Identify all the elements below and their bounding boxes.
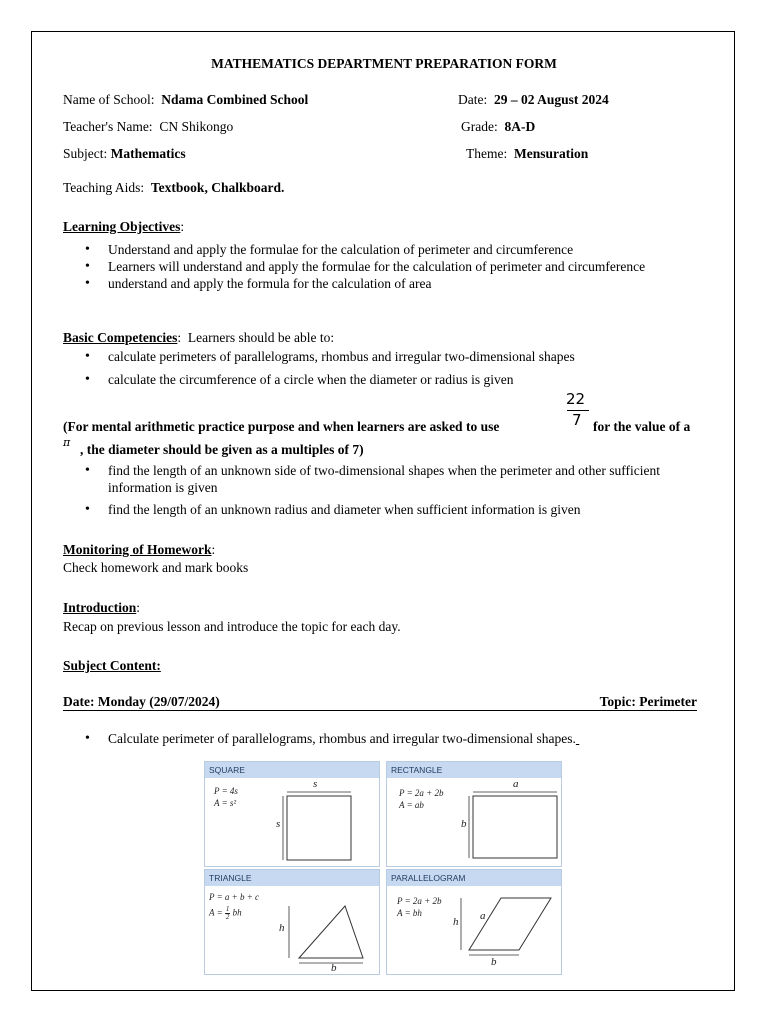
teacher-label: Teacher's Name:: [63, 119, 153, 134]
parallelogram-panel: [386, 869, 562, 975]
aids-value: Textbook, Chalkboard.: [150, 180, 285, 195]
rectangle-formula-perimeter: P = 2a + 2b: [399, 788, 444, 798]
list-item: • Learners will understand and apply the formulae for the calculation of perimeter and circumference: [63, 258, 663, 275]
date-row: [458, 92, 609, 108]
subject-label: Subject:: [63, 146, 108, 161]
introduction-text: Recap on previous lesson and introduce the topic for each day.: [63, 619, 401, 634]
homework-text: Check homework and mark books: [63, 560, 249, 575]
parallelogram-h-label: h: [453, 916, 459, 928]
list-item: • calculate perimeters of parallelograms, rhombus and irregular two-dimensional shapes: [63, 348, 703, 365]
pi-symbol: π: [63, 436, 71, 449]
list-item: • Understand and apply the formulae for the calculation of perimeter and circumference: [63, 241, 663, 258]
parallelogram-formula-area: A = bh: [397, 908, 422, 918]
square-top-label: s: [313, 778, 318, 790]
date-value: 29 – 02 August 2024: [494, 92, 609, 107]
fraction-numerator: 22: [566, 390, 586, 408]
rectangle-b-label: b: [461, 818, 467, 830]
triangle-b-label: b: [331, 962, 337, 974]
rectangle-a-label: a: [513, 778, 519, 790]
rectangle-panel: [386, 761, 562, 867]
theme-value: Mensuration: [513, 146, 589, 161]
square-formula-perimeter: P = 4s: [214, 786, 238, 796]
theme-label: Theme:: [466, 146, 508, 161]
content-topic: Topic: Perimeter: [599, 694, 697, 709]
objectives-heading-row: Learning Objectives:: [63, 219, 185, 234]
teacher-value: CN Shikongo: [159, 119, 234, 134]
school-value: Ndama Combined School: [161, 92, 309, 107]
homework-heading-row: Monitoring of Homework:: [63, 542, 216, 557]
shape-formulas-figure: [204, 761, 560, 975]
content-list: [63, 730, 703, 747]
square-formula-area: A = s²: [214, 798, 237, 808]
subject-value: Mathematics: [110, 146, 186, 161]
school-row: [63, 92, 308, 108]
competencies-heading-row: Basic Competencies: Learners should be able to:: [63, 330, 335, 345]
parallelogram-formula-perimeter: P = 2a + 2b: [397, 896, 442, 906]
rectangle-title: RECTANGLE: [387, 762, 561, 778]
square-diagram: [205, 762, 379, 866]
rectangle-formula-area: A = ab: [399, 800, 424, 810]
date-topic-line: [63, 694, 697, 711]
triangle-diagram: [205, 870, 379, 974]
school-label: Name of School:: [63, 92, 155, 107]
parallelogram-b-label: b: [491, 956, 497, 968]
triangle-formula-perimeter: P = a + b + c: [209, 892, 260, 902]
aids-row: [63, 180, 284, 196]
list-item: • find the length of an unknown radius and diameter when sufficient information is given: [63, 501, 683, 518]
fraction-denominator: 7: [572, 411, 582, 429]
square-title: SQUARE: [205, 762, 379, 778]
competencies-intro: Learners should be able to:: [187, 330, 335, 345]
parallelogram-diagram: [387, 870, 561, 974]
parallelogram-a-label: a: [480, 910, 486, 922]
content-date: Date: Monday (29/07/2024): [63, 694, 220, 709]
grade-row: [461, 119, 535, 135]
list-item: • find the length of an unknown side of two-dimensional shapes when the perimeter and other sufficient information is given: [63, 462, 683, 496]
note-line2: , the diameter should be given as a multiples of 7): [80, 442, 364, 457]
subject-row: [63, 146, 186, 162]
triangle-title: TRIANGLE: [205, 870, 379, 886]
teacher-row: [63, 119, 233, 135]
triangle-formula-area: A = $\frac{1}{2}$ bh: [209, 905, 242, 921]
square-panel: [204, 761, 380, 867]
grade-label: Grade:: [461, 119, 498, 134]
date-label: Date:: [458, 92, 488, 107]
parallelogram-title: PARALLELOGRAM: [387, 870, 561, 886]
theme-row: [466, 146, 588, 162]
list-item: • calculate the circumference of a circle when the diameter or radius is given: [63, 371, 703, 388]
note-line1: (For mental arithmetic practice purpose and when learners are asked to use: [63, 419, 500, 434]
triangle-panel: [204, 869, 380, 975]
list-item: • Calculate perimeter of parallelograms, rhombus and irregular two-dimensional shapes.: [63, 730, 703, 747]
square-side-label: s: [276, 818, 281, 830]
competencies-heading: Basic Competencies: [63, 330, 178, 345]
homework-heading: Monitoring of Homework: [63, 542, 212, 557]
form-title: MATHEMATICS DEPARTMENT PREPARATION FORM: [211, 56, 557, 71]
objectives-list: [63, 241, 663, 292]
aids-label: Teaching Aids:: [63, 180, 145, 195]
competencies-list: [63, 348, 703, 388]
triangle-h-label: h: [279, 922, 285, 934]
grade-value: 8A-D: [504, 119, 536, 134]
content-heading: Subject Content:: [63, 658, 161, 673]
rectangle-diagram: [387, 762, 561, 866]
list-item: • understand and apply the formula for the calculation of area: [63, 275, 663, 292]
objectives-heading: Learning Objectives: [63, 219, 181, 234]
introduction-heading: Introduction: [63, 600, 137, 615]
competencies-list-2: [63, 462, 683, 518]
note-line1-end: for the value of a: [593, 419, 691, 434]
introduction-heading-row: Introduction:: [63, 600, 141, 615]
